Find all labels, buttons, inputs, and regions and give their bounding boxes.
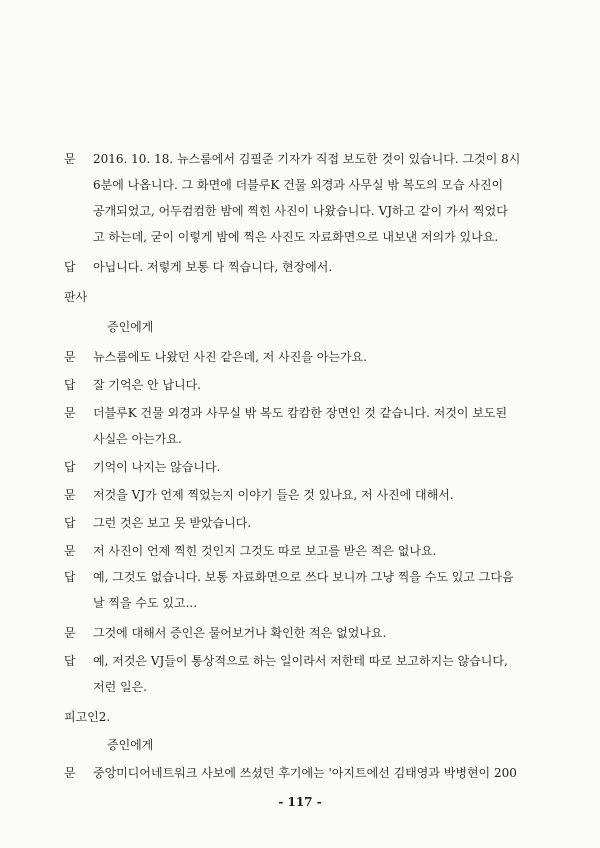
line-text: 사실은 아는가요. bbox=[93, 432, 182, 446]
transcript-line bbox=[0, 512, 600, 534]
answer-label: 답 bbox=[64, 654, 76, 668]
transcript-line bbox=[0, 650, 600, 672]
transcript-line bbox=[0, 676, 600, 698]
speaker-heading bbox=[0, 286, 600, 308]
transcript-line bbox=[0, 428, 600, 450]
question-label: 문 bbox=[64, 544, 76, 558]
line-text: 2016. 10. 18. 뉴스룸에서 김필준 기자가 직접 보도한 것이 있습니다. 그것이 8시 bbox=[93, 152, 521, 166]
section-label: 피고인2. bbox=[64, 710, 111, 724]
transcript-line bbox=[0, 374, 600, 396]
line-text: 저 사진이 언제 찍힌 것인지 그것도 따로 보고를 받은 적은 없나요. bbox=[93, 544, 437, 558]
line-text: 예, 그것도 없습니다. 보통 자료화면으로 쓰다 보니까 그냥 찍을 수도 있고 그다음 bbox=[93, 570, 514, 584]
question-label: 문 bbox=[64, 406, 76, 420]
answer-label: 답 bbox=[64, 460, 76, 474]
line-text: 6분에 나옵니다. 그 화면에 더블루K 건물 외경과 사무실 밖 복도의 모습 사진이 bbox=[93, 178, 504, 192]
transcript-line bbox=[0, 540, 600, 562]
transcript-line bbox=[0, 566, 600, 588]
transcript-line bbox=[0, 592, 600, 614]
addressee-line bbox=[0, 316, 600, 338]
transcript-line bbox=[0, 402, 600, 424]
line-text: 그런 것은 보고 못 받았습니다. bbox=[93, 516, 252, 530]
transcript-line bbox=[0, 762, 600, 784]
transcript-line bbox=[0, 256, 600, 278]
line-text: 고 하는데, 굳이 이렇게 밤에 찍은 사진도 자료화면으로 내보낸 저의가 있나요. bbox=[93, 230, 499, 244]
answer-label: 답 bbox=[64, 378, 76, 392]
transcript-line bbox=[0, 622, 600, 644]
line-text: 저런 일은. bbox=[93, 680, 147, 694]
line-text: 그것에 대해서 증인은 물어보거나 확인한 적은 없었나요. bbox=[93, 626, 387, 640]
question-label: 문 bbox=[64, 626, 76, 640]
transcript-line bbox=[0, 484, 600, 506]
answer-label: 답 bbox=[64, 570, 76, 584]
line-text: 날 찍을 수도 있고... bbox=[93, 596, 198, 610]
transcript-line bbox=[0, 456, 600, 478]
line-text: 기억이 나지는 않습니다. bbox=[93, 460, 221, 474]
page-number: - 117 - bbox=[278, 795, 322, 809]
transcript-line bbox=[0, 346, 600, 368]
line-text: 더블루K 건물 외경과 사무실 밖 복도 캄캄한 장면인 것 같습니다. 저것이 보도된 bbox=[93, 406, 508, 420]
transcript-line bbox=[0, 200, 600, 222]
section-label: 판사 bbox=[64, 290, 88, 304]
question-label: 문 bbox=[64, 766, 76, 780]
question-label: 문 bbox=[64, 350, 76, 364]
answer-label: 답 bbox=[64, 260, 76, 274]
line-text: 저것을 VJ가 언제 찍었는지 이야기 들은 것 있나요, 저 사진에 대해서. bbox=[93, 488, 454, 502]
line-text: 공개되었고, 어두컴컴한 밤에 찍힌 사진이 나왔습니다. VJ하고 같이 가서 찍었다 bbox=[93, 204, 508, 218]
question-label: 문 bbox=[64, 152, 76, 166]
line-text: 뉴스룸에도 나왔던 사진 같은데, 저 사진을 아는가요. bbox=[93, 350, 367, 364]
answer-label: 답 bbox=[64, 516, 76, 530]
addressee-text: 증인에게 bbox=[107, 320, 154, 334]
addressee-text: 증인에게 bbox=[107, 738, 154, 752]
transcript-line bbox=[0, 226, 600, 248]
line-text: 아닙니다. 저렇게 보통 다 찍습니다, 현장에서. bbox=[93, 260, 333, 274]
question-label: 문 bbox=[64, 488, 76, 502]
transcript-line bbox=[0, 174, 600, 196]
line-text: 예, 저것은 VJ들이 통상적으로 하는 일이라서 저한테 따로 보고하지는 않습니다, bbox=[93, 654, 508, 668]
line-text: 중앙미디어네트워크 사보에 쓰셨던 후기에는 '아지트에선 김태영과 박병현이 200 bbox=[93, 766, 517, 780]
line-text: 잘 기억은 안 납니다. bbox=[93, 378, 201, 392]
transcript-line bbox=[0, 148, 600, 170]
addressee-line bbox=[0, 734, 600, 756]
speaker-heading bbox=[0, 706, 600, 728]
